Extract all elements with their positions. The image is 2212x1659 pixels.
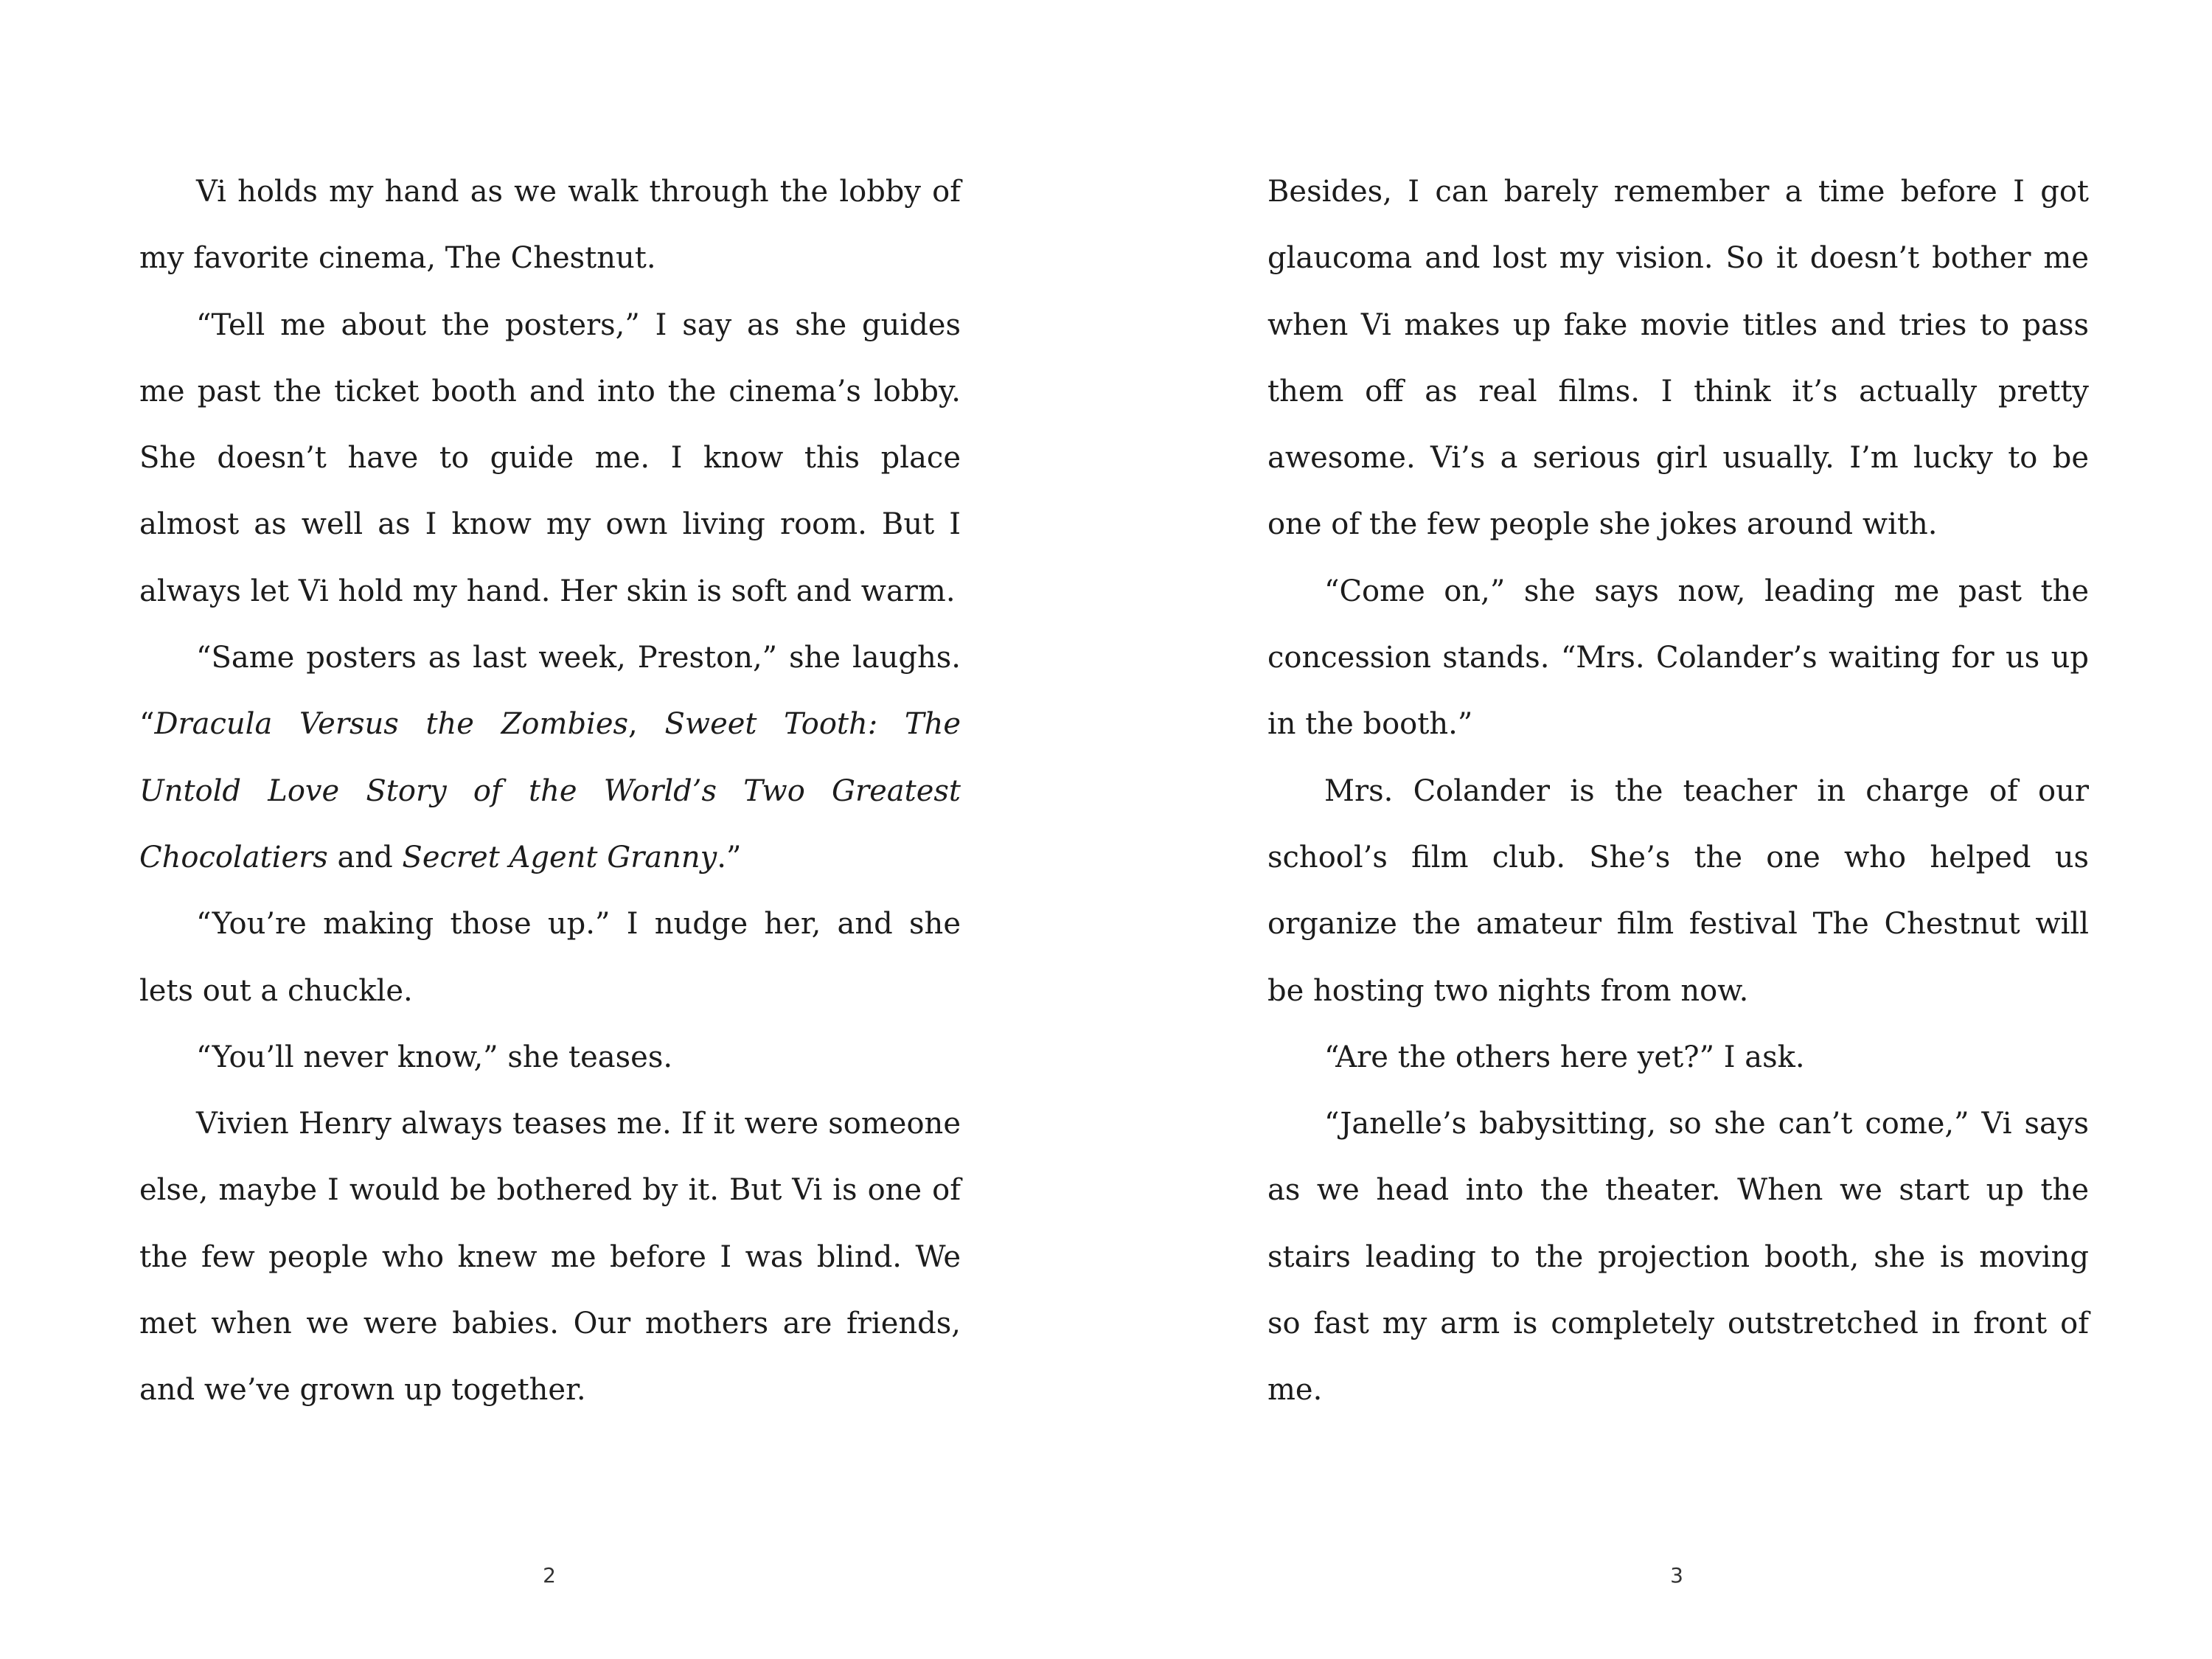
italic-title-text: Sweet Tooth: The Untold Love Story of the World’s Two Greatest Chocolatiers [139,707,961,874]
text-run: Besides, I can barely remember a time before I got glaucoma and lost my vision. So it doesn’t bother me when Vi makes up fake movie titles and tries to pass them off as real films. I think it’s actually pretty awesome. Vi’s a serious girl usually. I’m lucky to be one of the few people she jokes around with. [1267,175,2089,542]
left-paragraph [139,159,961,292]
right-paragraph [1267,1091,2089,1423]
right-page-body [1267,159,2089,1424]
text-run: “Same posters as last week, Preston,” she laughs. “ [139,641,961,742]
text-run: , [628,707,665,742]
text-run: and [327,840,403,874]
text-run: Mrs. Colander is the teacher in charge of our school’s film club. She’s the one who helped us organize the amateur film festival The Chestnut will be hosting two nights from now. [1267,773,2089,1008]
text-run: .” [717,840,742,874]
page-number-left: 2 [543,1563,556,1587]
left-paragraph [139,292,961,625]
right-paragraph [1267,558,2089,758]
italic-title-text: Secret Agent Granny [402,840,717,874]
right-paragraph [1267,758,2089,1024]
left-paragraph [139,1024,961,1091]
text-run: “Janelle’s babysitting, so she can’t come,” Vi says as we head into the theater. When we start up the stairs leading to the projection booth, she is moving so fast my arm is completely outstretched in front of me. [1267,1107,2089,1408]
italic-title-text: Dracula Versus the Zombies [154,707,629,742]
text-run: “Are the others here yet?” I ask. [1324,1040,1805,1074]
right-paragraph [1267,1024,2089,1091]
left-paragraph [139,891,961,1024]
left-page-body [139,159,961,1424]
left-paragraph [139,1091,961,1423]
page-number-right: 3 [1670,1563,1683,1587]
text-run: “You’re making those up.” I nudge her, and she lets out a chuckle. [139,907,961,1008]
text-run: Vi holds my hand as we walk through the lobby of my favorite cinema, The Chestnut. [139,175,961,276]
text-run: “Tell me about the posters,” I say as she guides me past the ticket booth and into the cinema’s lobby. She doesn’t have to guide me. I know this place almost as well as I know my own living room. But I always let Vi hold my hand. Her skin is soft and warm. [139,307,961,608]
text-run: “Come on,” she says now, leading me past the concession stands. “Mrs. Colander’s waiting for us up in the booth.” [1267,574,2089,742]
left-paragraph [139,625,961,891]
text-run: Vivien Henry always teases me. If it were someone else, maybe I would be bothered by it. But Vi is one of the few people who knew me before I was blind. We met when we were babies. Our mothers are friends, and we’ve grown up together. [139,1107,961,1408]
right-paragraph [1267,159,2089,558]
text-run: “You’ll never know,” she teases. [196,1040,673,1074]
